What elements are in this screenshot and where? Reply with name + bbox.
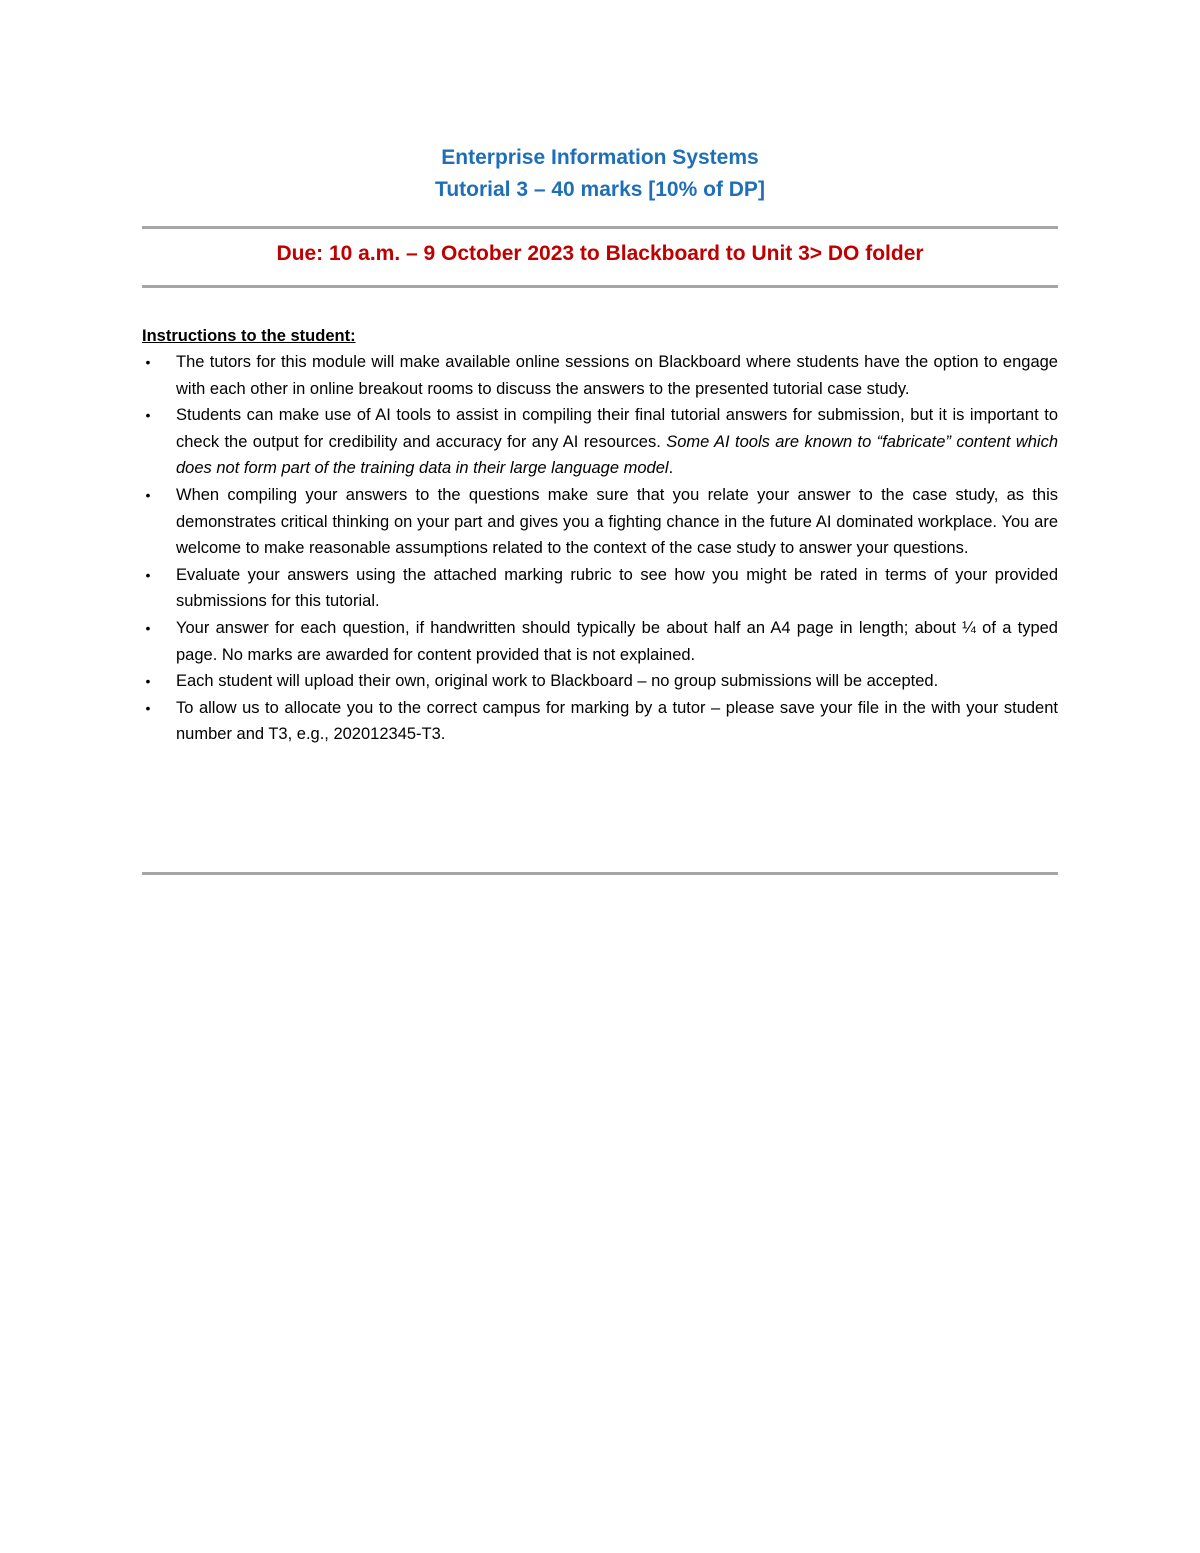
instruction-text: When compiling your answers to the questions make sure that you relate your answer to the case study, as this demonstrates critical thinking on your part and gives you a fighting chance in the future AI dominated workplace. You are welcome to make reasonable assumptions related to the context of the case study to answer your questions. xyxy=(176,485,1058,558)
instruction-text: The tutors for this module will make available online sessions on Blackboard where students have the option to engage with each other in online breakout rooms to discuss the answers to the presented tutorial case study. xyxy=(176,353,1058,398)
bullet-icon: • xyxy=(145,354,151,370)
instruction-trailing-text: . xyxy=(668,459,674,478)
instruction-text: Each student will upload their own, original work to Blackboard – no group submissions will be accepted. xyxy=(176,672,939,691)
list-item xyxy=(142,615,1058,668)
bullet-icon: • xyxy=(145,566,151,583)
instruction-text: Your answer for each question, if handwritten should typically be about half an A4 page in length; about ¼ of a typed page. No marks are awarded for content provided that is not explained. xyxy=(176,618,1058,664)
instruction-text: Evaluate your answers using the attached marking rubric to see how you might be rated in terms of your provided submissions for this tutorial. xyxy=(176,565,1058,611)
header-divider xyxy=(142,285,1058,288)
list-item xyxy=(142,402,1058,482)
document-subtitle: Tutorial 3 – 40 marks [10% of DP] xyxy=(435,178,765,201)
instructions-heading-text: Instructions to the student xyxy=(142,327,351,345)
top-divider xyxy=(142,226,1058,229)
instructions-heading xyxy=(142,323,356,349)
list-item xyxy=(142,562,1058,615)
list-item xyxy=(142,668,1058,695)
document-header xyxy=(142,142,1058,206)
instruction-text: To allow us to allocate you to the correct campus for marking by a tutor – please save your file in the with your student number and T3, e.g., 202012345-T3. xyxy=(176,698,1058,744)
instruction-text: Students can make use of AI tools to assist in compiling their final tutorial answers for submission, but it is important to check the output for credibility and accuracy for any AI resources. xyxy=(176,406,1058,451)
list-item xyxy=(142,349,1058,402)
bullet-icon: • xyxy=(145,407,151,424)
document-title: Enterprise Information Systems xyxy=(441,146,759,169)
instruction-italic-note: Some AI tools are known to “fabricate” content which does not form part of the training data in their large language model xyxy=(176,432,1058,478)
bullet-icon: • xyxy=(145,673,151,690)
list-item xyxy=(142,482,1058,562)
instructions-list xyxy=(142,349,1058,748)
bullet-icon: • xyxy=(145,486,151,503)
bullet-icon: • xyxy=(145,619,151,636)
bullet-icon: • xyxy=(145,699,151,716)
bottom-divider xyxy=(142,872,1058,875)
list-item xyxy=(142,695,1058,748)
instructions-heading-colon: : xyxy=(350,327,356,345)
due-date-notice: Due: 10 a.m. – 9 October 2023 to Blackboard to Unit 3> DO folder xyxy=(276,242,924,265)
